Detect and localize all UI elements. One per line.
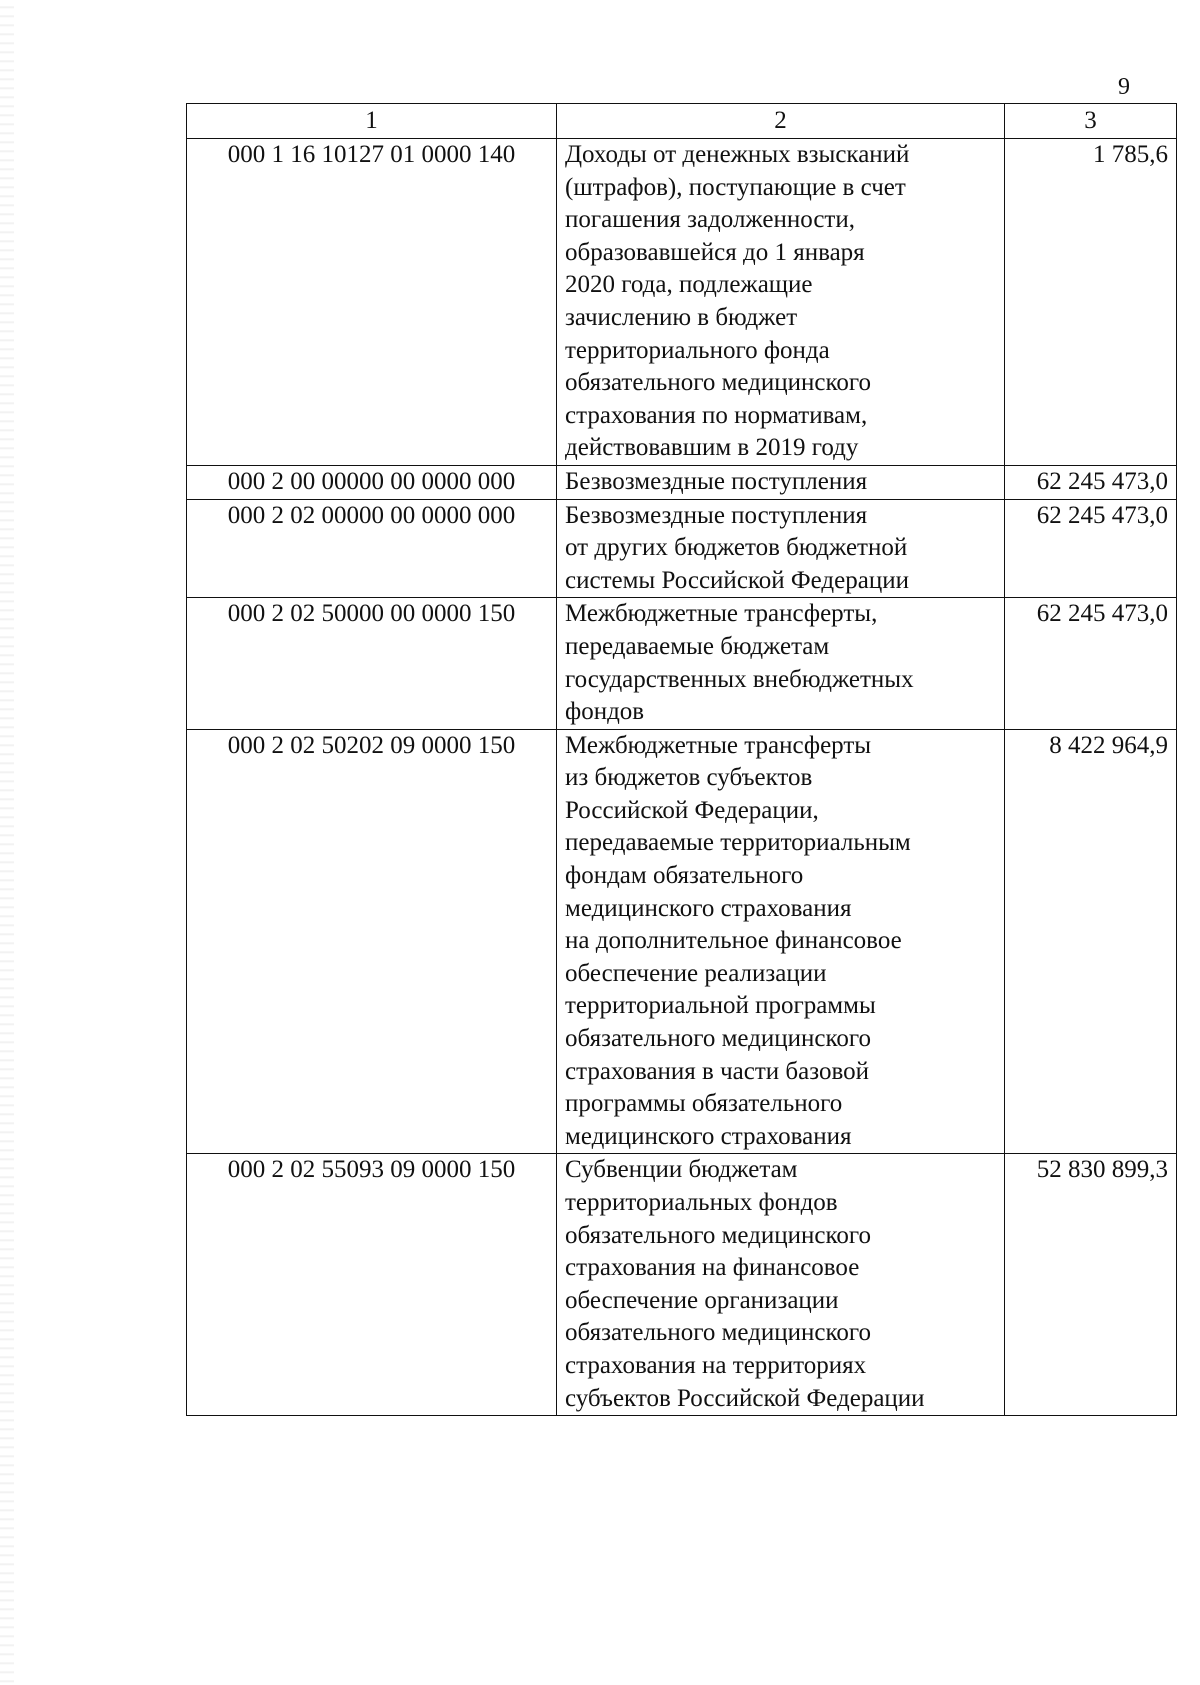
row-name: Межбюджетные трансферты из бюджетов субъектов Российской Федерации, передаваемые территориальным фондам обязательного медицинского страхования на дополнительное финансовое обеспечение реализации территориальной программы обязательного медицинского страхования в части базовой программы обязательного медицинского страхования bbox=[557, 729, 1005, 1154]
row-name: Межбюджетные трансферты, передаваемые бюджетам государственных внебюджетных фондов bbox=[557, 598, 1005, 729]
row-name: Субвенции бюджетам территориальных фондов обязательного медицинского страхования на финансовое обеспечение организации обязательного медицинского страхования на территориях субъектов Российской Федерации bbox=[557, 1154, 1005, 1416]
budget-revenue-table bbox=[186, 103, 1177, 1416]
table-row bbox=[187, 1154, 1177, 1416]
page-number: 9 bbox=[1118, 74, 1130, 100]
row-amount: 62 245 473,0 bbox=[1005, 499, 1177, 598]
row-code: 000 2 02 50000 00 0000 150 bbox=[187, 598, 557, 729]
row-code: 000 2 00 00000 00 0000 000 bbox=[187, 465, 557, 499]
table-row bbox=[187, 465, 1177, 499]
table-row bbox=[187, 499, 1177, 598]
table-row bbox=[187, 139, 1177, 466]
row-amount: 62 245 473,0 bbox=[1005, 598, 1177, 729]
column-header-code: 1 bbox=[187, 104, 557, 139]
row-amount: 8 422 964,9 bbox=[1005, 729, 1177, 1154]
table-row bbox=[187, 598, 1177, 729]
row-name: Доходы от денежных взысканий (штрафов), поступающие в счет погашения задолженности, образовавшейся до 1 января 2020 года, подлежащие зачислению в бюджет территориального фонда обязательного медицинского страхования по нормативам, действовавшим в 2019 году bbox=[557, 139, 1005, 466]
row-code: 000 1 16 10127 01 0000 140 bbox=[187, 139, 557, 466]
row-name: Безвозмездные поступления bbox=[557, 465, 1005, 499]
row-amount: 62 245 473,0 bbox=[1005, 465, 1177, 499]
row-code: 000 2 02 00000 00 0000 000 bbox=[187, 499, 557, 598]
table-row bbox=[187, 729, 1177, 1154]
row-code: 000 2 02 50202 09 0000 150 bbox=[187, 729, 557, 1154]
column-header-name: 2 bbox=[557, 104, 1005, 139]
table-header-row bbox=[187, 104, 1177, 139]
row-code: 000 2 02 55093 09 0000 150 bbox=[187, 1154, 557, 1416]
row-name: Безвозмездные поступления от других бюджетов бюджетной системы Российской Федерации bbox=[557, 499, 1005, 598]
row-amount: 52 830 899,3 bbox=[1005, 1154, 1177, 1416]
column-header-amount: 3 bbox=[1005, 104, 1177, 139]
scan-edge-artifact bbox=[0, 0, 14, 1685]
row-amount: 1 785,6 bbox=[1005, 139, 1177, 466]
